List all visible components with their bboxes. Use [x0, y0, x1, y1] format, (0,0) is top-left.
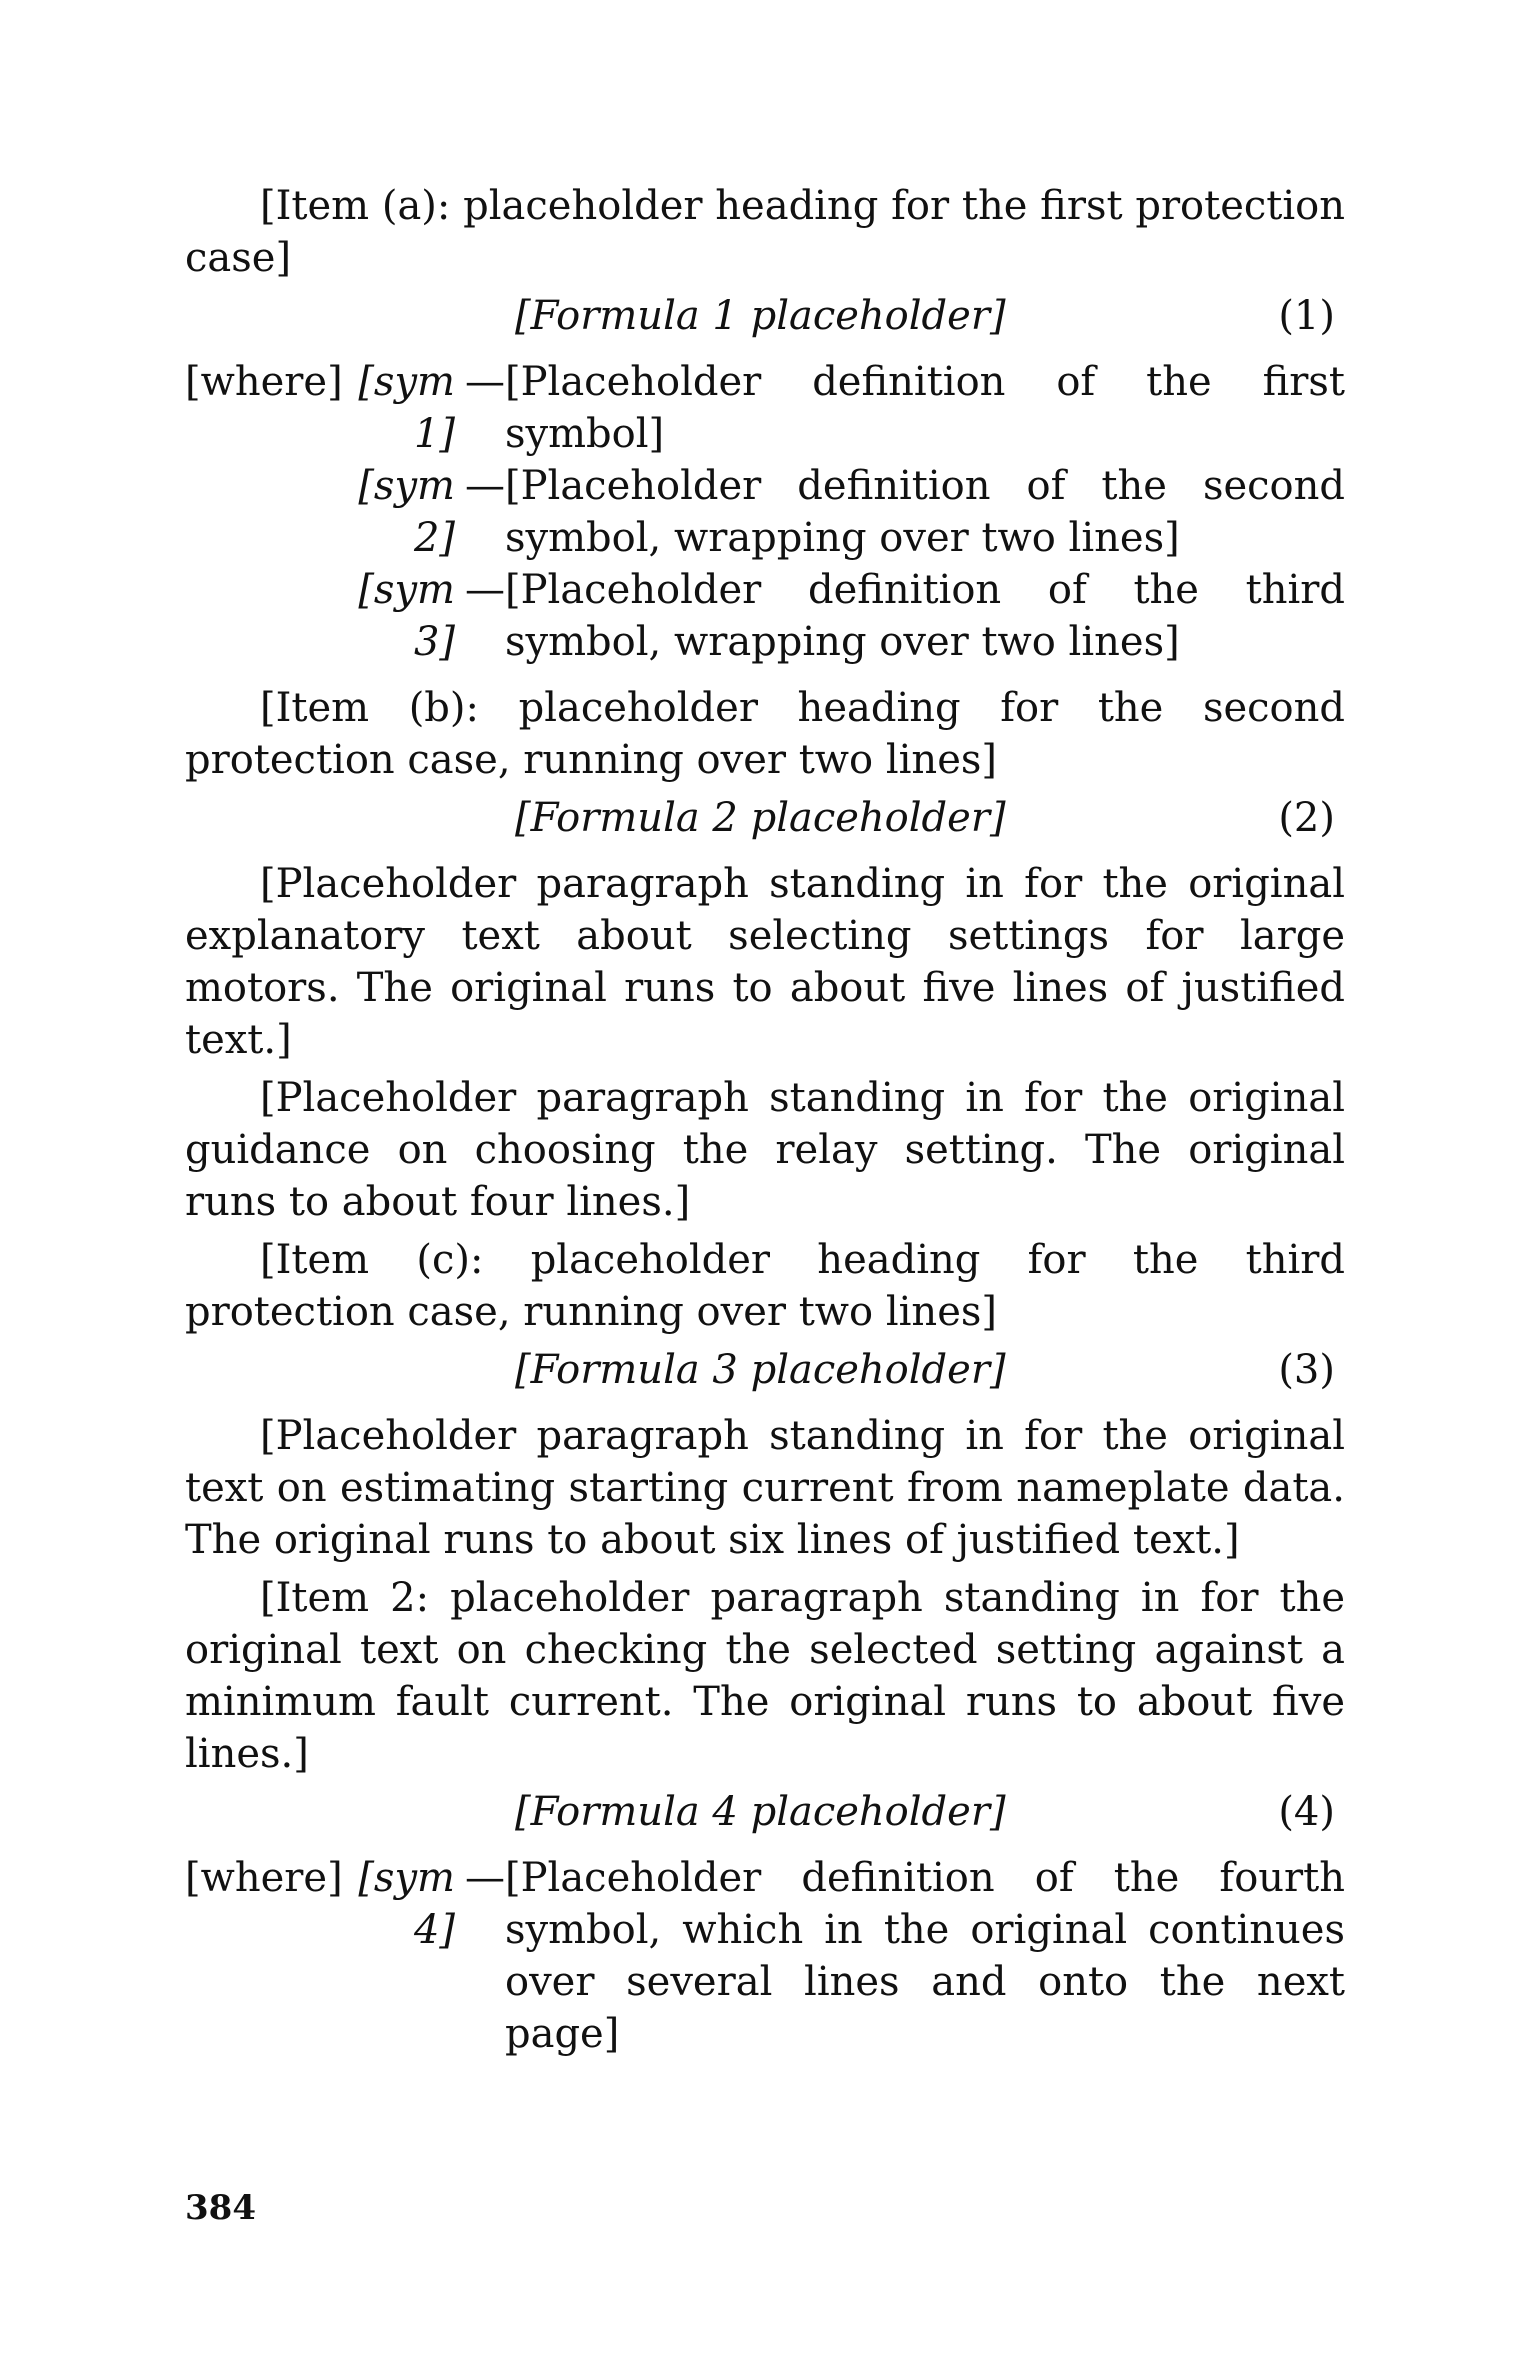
- intro-b: [Item (b): placeholder heading for the second protection case, running over two lines]: [185, 685, 1345, 783]
- definition-symbol: [sym 3]: [358, 567, 455, 665]
- formula-3-number: (3): [1278, 1347, 1335, 1393]
- formula-1-number: (1): [1278, 293, 1335, 339]
- where-label: [where]: [185, 359, 343, 405]
- definition-row: [where] [sym 1] — [Placeholder definition of the first symbol]: [185, 356, 1345, 460]
- definition-text: [Placeholder definition of the second symbol, wrapping over two lines]: [505, 463, 1345, 561]
- formula-1: [185, 290, 1345, 342]
- definitions-2: [185, 1852, 1345, 2060]
- formula-4: [185, 1786, 1345, 1838]
- definitions-1: [185, 356, 1345, 668]
- definition-text: [Placeholder definition of the fourth symbol, which in the original continues over several lines and onto the next page]: [505, 1855, 1345, 2057]
- formula-3-expression: [Formula 3 placeholder]: [515, 1347, 1006, 1393]
- formula-1-expression: [Formula 1 placeholder]: [515, 293, 1006, 339]
- where-label: [where]: [185, 1855, 343, 1901]
- formula-4-expression: [Formula 4 placeholder]: [515, 1789, 1006, 1835]
- definition-row: [where] [sym 4] — [Placeholder definition of the fourth symbol, which in the original continues over several lines and onto the next page]: [185, 1852, 1345, 2060]
- definition-text: [Placeholder definition of the third symbol, wrapping over two lines]: [505, 567, 1345, 665]
- formula-2: [185, 792, 1345, 844]
- definition-symbol: [sym 2]: [358, 463, 455, 561]
- paragraph: [Placeholder paragraph standing in for the original explanatory text about selecting settings for large motors. The original runs to about five lines of justified text.]: [185, 861, 1345, 1063]
- definition-row: [sym 2] — [Placeholder definition of the second symbol, wrapping over two lines]: [185, 460, 1345, 564]
- formula-3: [185, 1344, 1345, 1396]
- paragraph: [Placeholder paragraph standing in for the original guidance on choosing the relay setting. The original runs to about four lines.]: [185, 1075, 1345, 1225]
- formula-2-expression: [Formula 2 placeholder]: [515, 795, 1006, 841]
- definition-row: [sym 3] — [Placeholder definition of the third symbol, wrapping over two lines]: [185, 564, 1345, 668]
- definition-text: [Placeholder definition of the first symbol]: [505, 359, 1345, 457]
- page-number: 384: [185, 2188, 256, 2228]
- intro-a: [Item (a): placeholder heading for the first protection case]: [185, 183, 1345, 281]
- paragraph: [Placeholder paragraph standing in for the original text on estimating starting current from nameplate data. The original runs to about six lines of justified text.]: [185, 1413, 1345, 1563]
- definition-symbol: [sym 4]: [358, 1855, 455, 1953]
- paragraph: [Item 2: placeholder paragraph standing in for the original text on checking the selected setting against a minimum fault current. The original runs to about five lines.]: [185, 1575, 1345, 1777]
- intro-c: [Item (c): placeholder heading for the third protection case, running over two lines]: [185, 1237, 1345, 1335]
- definition-symbol: [sym 1]: [358, 359, 455, 457]
- formula-4-number: (4): [1278, 1789, 1335, 1835]
- text-block: [185, 180, 1345, 2074]
- formula-2-number: (2): [1278, 795, 1335, 841]
